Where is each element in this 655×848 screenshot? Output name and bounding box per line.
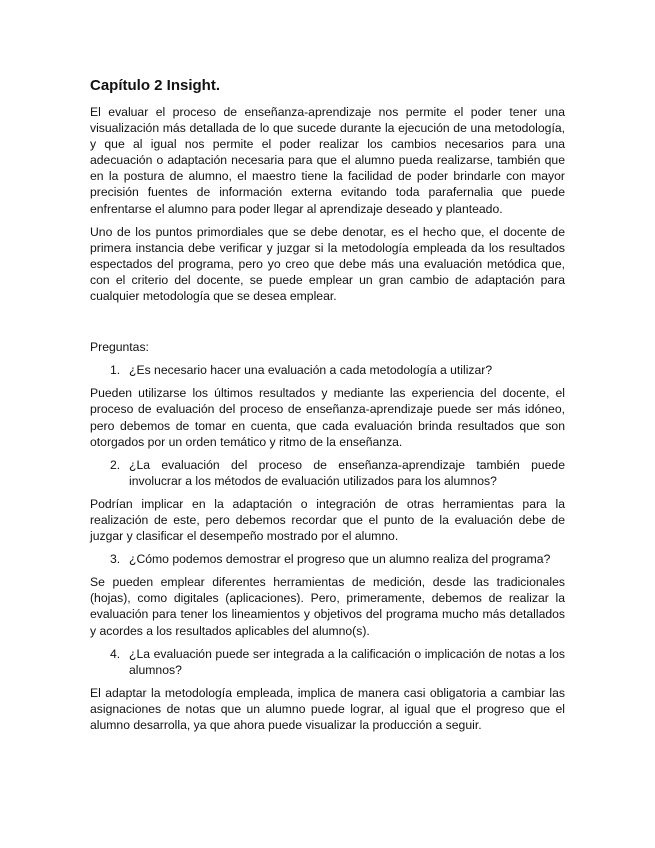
question-3-text: ¿Cómo podemos demostrar el progreso que un alumno realiza del programa? (129, 552, 551, 567)
chapter-title: Capítulo 2 Insight. (90, 77, 220, 94)
questions-label: Preguntas: (90, 340, 149, 355)
question-1-number: 1. (110, 363, 121, 378)
question-2-text: ¿La evaluación del proceso de enseñanza-aprendizaje también puede involucrar a los métodos de evaluación utilizados para los alumnos? (129, 457, 565, 488)
section-spacer (90, 311, 565, 339)
question-4 (90, 646, 565, 678)
intro-paragraph-1: El evaluar el proceso de enseñanza-aprendizaje nos permite el poder tener una visualización más detallada de lo que sucede durante la ejecución de una metodología, y que al igual nos permite el poder realizar los cambios necesarios para una adecuación o adaptación necesaria para que el alumno pueda realizarse, también que en la postura de alumno, el maestro tiene la facilidad de poder brindarle con mayor precisión fuentes de información externa evitando toda parafernalia que puede enfrentarse el alumno para poder llegar al aprendizaje deseado y planteado. (90, 105, 565, 216)
answer-2: Podrían implicar en la adaptación o integración de otras herramientas para la realización de este, pero debemos recordar que el punto de la evaluación debe de juzgar y clasificar el desempeño mostrado por el alumno. (90, 496, 565, 544)
question-3-number: 3. (110, 552, 121, 567)
question-1 (90, 362, 565, 378)
question-4-text: ¿La evaluación puede ser integrada a la calificación o implicación de notas a los alumnos? (129, 646, 565, 677)
intro-paragraph-2: Uno de los puntos primordiales que se debe denotar, es el hecho que, el docente de primera instancia debe verificar y juzgar si la metodología empleada da los resultados espectados del programa, pero yo creo que debe más una evaluación metódica que, con el criterio del docente, se puede emplear un gran cambio de adaptación para cualquier metodología que se desea emplear. (90, 224, 565, 304)
answer-3: Se pueden emplear diferentes herramientas de medición, desde las tradicionales (hojas), como digitales (aplicaciones). Pero, primeramente, debemos de realizar la evaluación para tener los lineamientos y objetivos del programa mucho más detallados y acordes a los resultados aplicables del alumno(s). (90, 575, 565, 638)
answer-1: Pueden utilizarse los últimos resultados y mediante las experiencia del docente, el proceso de evaluación del proceso de enseñanza-aprendizaje puede ser más idóneo, pero debemos de tomar en cuenta, que cada evaluación brinda resultados que son otorgados por un orden temático y ritmo de la enseñanza. (90, 386, 565, 449)
answer-4: El adaptar la metodología empleada, implica de manera casi obligatoria a cambiar las asignaciones de notas que un alumno puede lograr, al igual que el progreso que el alumno desarrolla, ya que ahora puede visualizar la producción a seguir. (90, 685, 565, 732)
document-page (90, 76, 565, 740)
question-2-number: 2. (110, 457, 121, 472)
question-3 (90, 551, 565, 567)
question-1-text: ¿Es necesario hacer una evaluación a cada metodología a utilizar? (129, 363, 493, 378)
question-4-number: 4. (110, 646, 121, 661)
question-2 (90, 457, 565, 489)
